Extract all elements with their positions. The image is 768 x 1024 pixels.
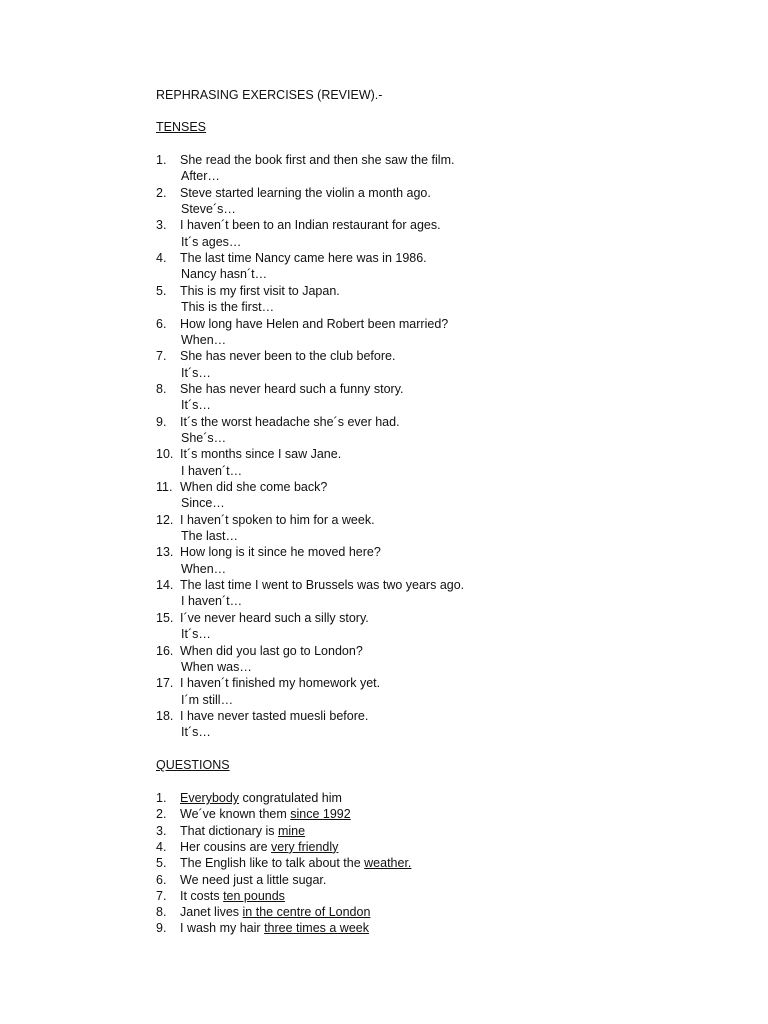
question-text: I wash my hair (180, 921, 265, 936)
item-prompt: Since… (181, 496, 225, 511)
item-number: 2. (156, 185, 167, 200)
question-underlined-part: weather. (364, 856, 412, 871)
question-text: We need just a little sugar. (180, 872, 327, 887)
question-underlined-part: three times a week (264, 921, 369, 936)
item-number: 7. (156, 349, 167, 364)
item-number: 12. (156, 512, 174, 527)
item-prompt: It´s… (181, 725, 211, 740)
item-sentence: She read the book first and then she saw the film. (180, 153, 455, 167)
item-sentence: I´ve never heard such a silly story. (180, 610, 369, 625)
item-sentence: I haven´t finished my homework yet. (180, 676, 381, 691)
question-underlined-part: ten pounds (223, 888, 285, 903)
question-sentence (180, 855, 411, 871)
question-underlined-part: very friendly (271, 839, 339, 854)
item-prompt: I´m still… (181, 692, 234, 707)
item-sentence: How long is it since he moved here? (180, 545, 381, 560)
question-underlined-part: Everybody (180, 791, 240, 805)
item-sentence: It´s months since I saw Jane. (180, 447, 342, 462)
item-sentence: The last time Nancy came here was in 1986. (180, 251, 427, 266)
document-title: REPHRASING EXERCISES (REVIEW).- (156, 88, 383, 102)
question-underlined-part: in the centre of London (242, 905, 371, 920)
question-sentence (180, 823, 305, 839)
item-sentence: It´s the worst headache she´s ever had. (180, 414, 400, 429)
item-prompt: When… (181, 561, 227, 576)
item-number: 1. (156, 791, 167, 805)
item-prompt: Nancy hasn´t… (181, 267, 268, 282)
item-number: 7. (156, 888, 167, 903)
item-prompt: She´s… (181, 430, 227, 445)
item-number: 5. (156, 283, 167, 298)
item-number: 6. (156, 316, 167, 331)
item-sentence: How long have Helen and Robert been married? (180, 316, 449, 331)
question-text: It costs (180, 888, 224, 903)
item-sentence: I haven´t spoken to him for a week. (180, 512, 375, 527)
item-number: 1. (156, 153, 167, 167)
item-prompt: I haven´t… (181, 594, 243, 609)
question-sentence (180, 806, 351, 822)
item-prompt: This is the first… (181, 300, 275, 315)
item-prompt: It´s… (181, 365, 211, 380)
item-sentence: Steve started learning the violin a month ago. (180, 185, 431, 200)
item-prompt: It´s ages… (181, 234, 242, 249)
item-sentence: I haven´t been to an Indian restaurant for ages. (180, 218, 441, 233)
item-prompt: Steve´s… (181, 202, 236, 216)
question-text: congratulated him (239, 791, 342, 805)
question-text: We´ve known them (180, 807, 291, 822)
item-sentence: When did you last go to London? (180, 643, 363, 658)
question-text: The English like to talk about the (180, 856, 365, 871)
item-sentence: I have never tasted muesli before. (180, 708, 369, 723)
question-sentence (180, 888, 285, 904)
item-number: 10. (156, 447, 174, 462)
tenses-heading: TENSES (156, 120, 207, 134)
item-number: 9. (156, 921, 167, 936)
item-sentence: When did she come back? (180, 480, 328, 494)
item-prompt: When was… (181, 659, 252, 674)
item-number: 4. (156, 251, 167, 266)
item-sentence: She has never been to the club before. (180, 349, 396, 364)
item-number: 9. (156, 414, 167, 429)
question-text: Janet lives (180, 905, 243, 920)
item-number: 3. (156, 218, 167, 233)
question-sentence (180, 904, 370, 920)
item-number: 6. (156, 872, 167, 887)
item-prompt: When… (181, 332, 227, 347)
item-number: 8. (156, 381, 167, 396)
item-number: 5. (156, 856, 167, 871)
item-number: 17. (156, 676, 174, 691)
item-sentence: The last time I went to Brussels was two years ago. (180, 578, 465, 593)
item-number: 11. (156, 480, 173, 494)
question-text: That dictionary is (180, 823, 278, 838)
question-underlined-part: since 1992 (290, 807, 351, 822)
item-number: 14. (156, 578, 174, 593)
question-sentence (180, 872, 326, 888)
questions-heading: QUESTIONS (156, 758, 230, 772)
item-number: 4. (156, 839, 167, 854)
item-number: 18. (156, 708, 174, 723)
question-sentence (180, 920, 369, 936)
question-underlined-part: mine (277, 823, 306, 838)
question-sentence (180, 790, 342, 806)
item-sentence: She has never heard such a funny story. (180, 381, 404, 396)
item-prompt: It´s… (181, 398, 211, 413)
item-prompt: The last… (181, 529, 238, 543)
item-number: 3. (156, 823, 167, 838)
item-prompt: It´s… (181, 627, 211, 642)
question-text: Her cousins are (180, 839, 272, 854)
question-sentence (180, 839, 338, 855)
item-number: 13. (156, 545, 174, 560)
item-sentence: This is my first visit to Japan. (180, 283, 340, 298)
item-prompt: I haven´t… (181, 463, 243, 478)
item-number: 15. (156, 610, 174, 625)
item-number: 8. (156, 905, 167, 920)
item-prompt: After… (181, 169, 220, 184)
item-number: 2. (156, 807, 167, 822)
item-number: 16. (156, 643, 174, 658)
